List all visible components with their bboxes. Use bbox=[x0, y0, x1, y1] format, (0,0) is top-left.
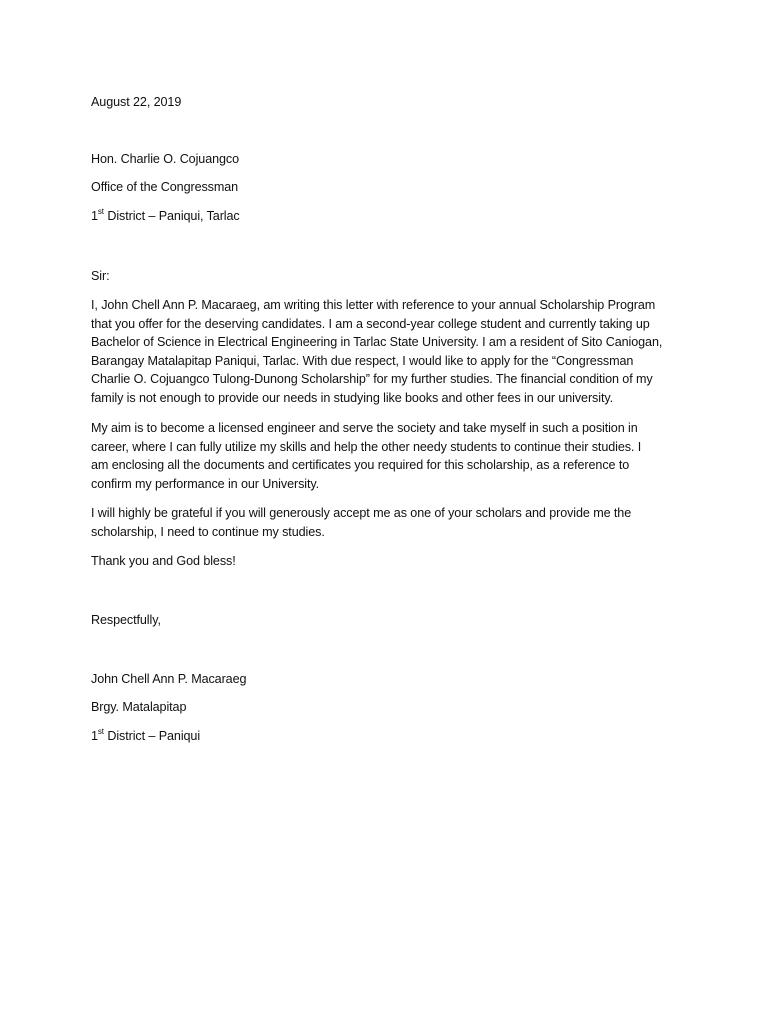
paragraph-3 bbox=[91, 504, 631, 541]
sender-district-text: District – Paniqui bbox=[103, 729, 201, 743]
sender-district-number: 1 bbox=[91, 729, 98, 743]
recipient-district bbox=[91, 207, 240, 226]
letter-date: August 22, 2019 bbox=[91, 95, 182, 109]
sender-barangay: Brgy. Matalapitap bbox=[91, 700, 187, 714]
thanks-line: Thank you and God bless! bbox=[91, 554, 236, 568]
paragraph-1-line: I, John Chell Ann P. Macaraeg, am writing this letter with reference to your annual Scholarship Program bbox=[91, 298, 656, 312]
paragraph-2 bbox=[91, 419, 641, 493]
sender-district-suffix: st bbox=[97, 726, 104, 736]
closing-line: Respectfully, bbox=[91, 613, 161, 627]
paragraph-2-line: confirm my performance in our University. bbox=[91, 476, 320, 491]
paragraph-1-line: that you offer for the deserving candidates. I am a second-year college student and currently taking up bbox=[91, 316, 650, 331]
paragraph-1-line: family is not enough to provide our needs in studying like books and other fees in our university. bbox=[91, 390, 614, 405]
sender-name: John Chell Ann P. Macaraeg bbox=[91, 672, 247, 686]
paragraph-3-line: I will highly be grateful if you will generously accept me as one of your scholars and provide me the bbox=[91, 506, 632, 520]
salutation: Sir: bbox=[91, 269, 110, 283]
paragraph-1-line: Barangay Matalapitap Paniqui, Tarlac. With due respect, I would like to apply for the “Congressman bbox=[91, 353, 634, 368]
paragraph-2-line: am enclosing all the documents and certificates you required for this scholarship, as a reference to bbox=[91, 458, 630, 472]
recipient-district-number: 1 bbox=[91, 209, 98, 223]
recipient-name: Hon. Charlie O. Cojuangco bbox=[91, 152, 240, 166]
recipient-district-suffix: st bbox=[97, 206, 104, 216]
recipient-district-text: District – Paniqui, Tarlac bbox=[103, 209, 240, 223]
paragraph-2-line: career, where I can fully utilize my skills and help the other needy students to continue their studies. I bbox=[91, 439, 642, 454]
paragraph-1-line: Charlie O. Cojuangco Tulong-Dunong Scholarship” for my further studies. The financial condition of my bbox=[91, 372, 653, 386]
recipient-office: Office of the Congressman bbox=[91, 180, 239, 194]
paragraph-3-line: scholarship, I need to continue my studies. bbox=[91, 524, 325, 539]
sender-district bbox=[91, 727, 200, 746]
paragraph-1 bbox=[91, 296, 662, 407]
paragraph-2-line: My aim is to become a licensed engineer and serve the society and take myself in such a position in bbox=[91, 421, 638, 435]
paragraph-1-line: Bachelor of Science in Electrical Engineering in Tarlac State University. I am a resident of Sito Caniogan, bbox=[91, 335, 663, 349]
